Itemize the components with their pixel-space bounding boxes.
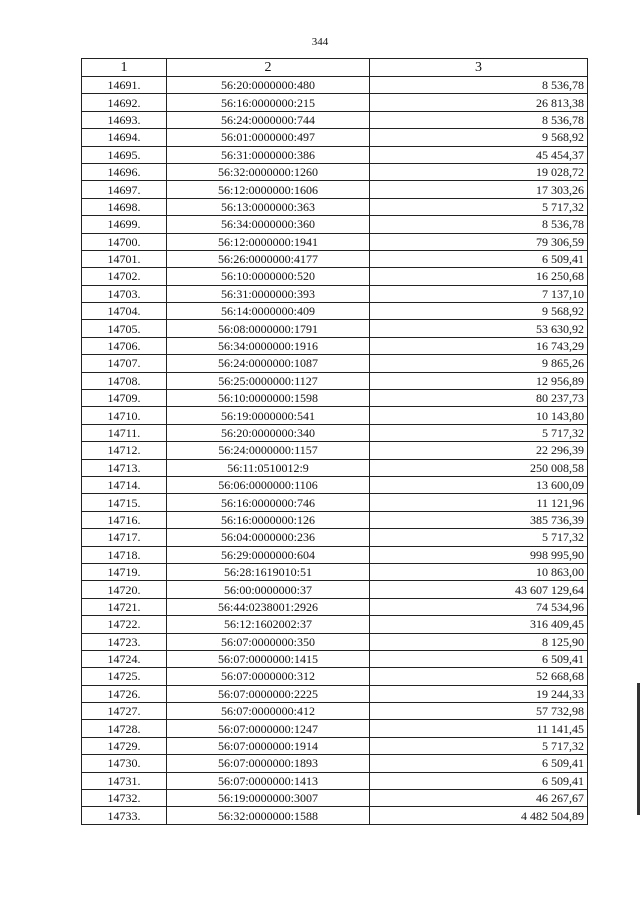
table-row [82,424,588,441]
value-cell: 250 008,58 [370,459,588,476]
cadastral-number-cell: 56:16:0000000:126 [167,511,370,528]
cadastral-number-cell: 56:13:0000000:363 [167,198,370,215]
row-number-cell: 14709. [82,390,167,407]
value-cell: 26 813,38 [370,94,588,111]
row-number-cell: 14696. [82,163,167,180]
cadastral-number-cell: 56:07:0000000:412 [167,703,370,720]
row-number-cell: 14723. [82,633,167,650]
value-cell: 9 865,26 [370,355,588,372]
row-number-cell: 14718. [82,546,167,563]
row-number-cell: 14707. [82,355,167,372]
value-cell: 19 028,72 [370,163,588,180]
value-cell: 43 607 129,64 [370,581,588,598]
table-row [82,320,588,337]
row-number-cell: 14708. [82,372,167,389]
table-row [82,511,588,528]
value-cell: 385 736,39 [370,511,588,528]
cadastral-number-cell: 56:19:0000000:541 [167,407,370,424]
value-cell: 12 956,89 [370,372,588,389]
cadastral-number-cell: 56:12:0000000:1941 [167,233,370,250]
row-number-cell: 14716. [82,511,167,528]
table-row [82,459,588,476]
row-number-cell: 14713. [82,459,167,476]
value-cell: 19 244,33 [370,685,588,702]
cadastral-number-cell: 56:07:0000000:2225 [167,685,370,702]
table-row [82,268,588,285]
row-number-cell: 14702. [82,268,167,285]
value-cell: 10 863,00 [370,563,588,580]
row-number-cell: 14732. [82,790,167,807]
table-row [82,355,588,372]
row-number-cell: 14699. [82,216,167,233]
cadastral-number-cell: 56:34:0000000:1916 [167,337,370,354]
cadastral-number-cell: 56:26:0000000:4177 [167,250,370,267]
table-row [82,703,588,720]
table-row [82,650,588,667]
cadastral-number-cell: 56:00:0000000:37 [167,581,370,598]
cadastral-number-cell: 56:16:0000000:215 [167,94,370,111]
value-cell: 22 296,39 [370,442,588,459]
table-row [82,111,588,128]
row-number-cell: 14692. [82,94,167,111]
cadastral-number-cell: 56:24:0000000:744 [167,111,370,128]
row-number-cell: 14721. [82,598,167,615]
cadastral-number-cell: 56:06:0000000:1106 [167,476,370,493]
table-row [82,77,588,94]
cadastral-number-cell: 56:07:0000000:312 [167,668,370,685]
value-cell: 79 306,59 [370,233,588,250]
value-cell: 998 995,90 [370,546,588,563]
row-number-cell: 14703. [82,285,167,302]
table-row [82,790,588,807]
column-header-1: 1 [82,59,167,77]
value-cell: 7 137,10 [370,285,588,302]
cadastral-number-cell: 56:44:0238001:2926 [167,598,370,615]
value-cell: 57 732,98 [370,703,588,720]
cadastral-number-cell: 56:01:0000000:497 [167,129,370,146]
row-number-cell: 14727. [82,703,167,720]
value-cell: 74 534,96 [370,598,588,615]
column-header-2: 2 [167,59,370,77]
value-cell: 46 267,67 [370,790,588,807]
value-cell: 9 568,92 [370,303,588,320]
table-row [82,616,588,633]
cadastral-number-cell: 56:07:0000000:350 [167,633,370,650]
cadastral-number-cell: 56:29:0000000:604 [167,546,370,563]
value-cell: 45 454,37 [370,146,588,163]
cadastral-number-cell: 56:32:0000000:1260 [167,163,370,180]
value-cell: 5 717,32 [370,737,588,754]
value-cell: 16 743,29 [370,337,588,354]
cadastral-number-cell: 56:07:0000000:1415 [167,650,370,667]
cadastral-number-cell: 56:12:0000000:1606 [167,181,370,198]
row-number-cell: 14722. [82,616,167,633]
header-row [82,59,588,77]
row-number-cell: 14706. [82,337,167,354]
cadastral-number-cell: 56:24:0000000:1087 [167,355,370,372]
table-row [82,807,588,824]
value-cell: 16 250,68 [370,268,588,285]
table-row [82,233,588,250]
table-row [82,146,588,163]
value-cell: 5 717,32 [370,424,588,441]
table-row [82,372,588,389]
table-row [82,476,588,493]
cadastral-number-cell: 56:32:0000000:1588 [167,807,370,824]
value-cell: 11 141,45 [370,720,588,737]
row-number-cell: 14724. [82,650,167,667]
cadastral-number-cell: 56:28:1619010:51 [167,563,370,580]
table-row [82,337,588,354]
cadastral-number-cell: 56:20:0000000:340 [167,424,370,441]
row-number-cell: 14700. [82,233,167,250]
table-row [82,668,588,685]
value-cell: 10 143,80 [370,407,588,424]
value-cell: 9 568,92 [370,129,588,146]
table-row [82,494,588,511]
row-number-cell: 14715. [82,494,167,511]
data-table [81,58,588,825]
cadastral-number-cell: 56:16:0000000:746 [167,494,370,511]
row-number-cell: 14695. [82,146,167,163]
cadastral-number-cell: 56:19:0000000:3007 [167,790,370,807]
row-number-cell: 14705. [82,320,167,337]
value-cell: 53 630,92 [370,320,588,337]
table-row [82,129,588,146]
table-row [82,407,588,424]
row-number-cell: 14710. [82,407,167,424]
cadastral-number-cell: 56:07:0000000:1413 [167,772,370,789]
table-row [82,685,588,702]
value-cell: 11 121,96 [370,494,588,511]
row-number-cell: 14711. [82,424,167,441]
row-number-cell: 14691. [82,77,167,94]
value-cell: 17 303,26 [370,181,588,198]
table-row [82,285,588,302]
value-cell: 6 509,41 [370,772,588,789]
cadastral-number-cell: 56:10:0000000:1598 [167,390,370,407]
table-row [82,633,588,650]
table-row [82,772,588,789]
row-number-cell: 14694. [82,129,167,146]
table-row [82,442,588,459]
table-row [82,250,588,267]
value-cell: 13 600,09 [370,476,588,493]
row-number-cell: 14698. [82,198,167,215]
table-row [82,529,588,546]
row-number-cell: 14728. [82,720,167,737]
value-cell: 80 237,73 [370,390,588,407]
cadastral-number-cell: 56:07:0000000:1914 [167,737,370,754]
row-number-cell: 14712. [82,442,167,459]
row-number-cell: 14726. [82,685,167,702]
value-cell: 52 668,68 [370,668,588,685]
row-number-cell: 14730. [82,755,167,772]
table-row [82,303,588,320]
table-row [82,181,588,198]
cadastral-number-cell: 56:20:0000000:480 [167,77,370,94]
cadastral-number-cell: 56:07:0000000:1893 [167,755,370,772]
value-cell: 6 509,41 [370,650,588,667]
cadastral-number-cell: 56:12:1602002:37 [167,616,370,633]
value-cell: 8 536,78 [370,77,588,94]
value-cell: 5 717,32 [370,198,588,215]
table-header [82,59,588,77]
table-row [82,581,588,598]
table-row [82,390,588,407]
cadastral-number-cell: 56:34:0000000:360 [167,216,370,233]
value-cell: 5 717,32 [370,529,588,546]
row-number-cell: 14714. [82,476,167,493]
row-number-cell: 14717. [82,529,167,546]
row-number-cell: 14704. [82,303,167,320]
table-row [82,563,588,580]
row-number-cell: 14731. [82,772,167,789]
table-row [82,216,588,233]
table-row [82,737,588,754]
row-number-cell: 14693. [82,111,167,128]
table-row [82,198,588,215]
row-number-cell: 14733. [82,807,167,824]
cadastral-number-cell: 56:31:0000000:386 [167,146,370,163]
table-row [82,546,588,563]
page-number: 344 [311,36,329,48]
cadastral-number-cell: 56:08:0000000:1791 [167,320,370,337]
value-cell: 8 536,78 [370,111,588,128]
table-body [82,77,588,825]
table-row [82,163,588,180]
cadastral-number-cell: 56:25:0000000:1127 [167,372,370,389]
row-number-cell: 14701. [82,250,167,267]
value-cell: 4 482 504,89 [370,807,588,824]
value-cell: 6 509,41 [370,755,588,772]
table-row [82,720,588,737]
column-header-3: 3 [370,59,588,77]
cadastral-number-cell: 56:10:0000000:520 [167,268,370,285]
row-number-cell: 14697. [82,181,167,198]
table-row [82,755,588,772]
value-cell: 6 509,41 [370,250,588,267]
row-number-cell: 14719. [82,563,167,580]
row-number-cell: 14729. [82,737,167,754]
table-row [82,94,588,111]
value-cell: 8 125,90 [370,633,588,650]
cadastral-number-cell: 56:11:0510012:9 [167,459,370,476]
cadastral-number-cell: 56:14:0000000:409 [167,303,370,320]
cadastral-number-cell: 56:24:0000000:1157 [167,442,370,459]
row-number-cell: 14720. [82,581,167,598]
cadastral-number-cell: 56:07:0000000:1247 [167,720,370,737]
value-cell: 316 409,45 [370,616,588,633]
value-cell: 8 536,78 [370,216,588,233]
cadastral-number-cell: 56:31:0000000:393 [167,285,370,302]
table-row [82,598,588,615]
cadastral-number-cell: 56:04:0000000:236 [167,529,370,546]
row-number-cell: 14725. [82,668,167,685]
